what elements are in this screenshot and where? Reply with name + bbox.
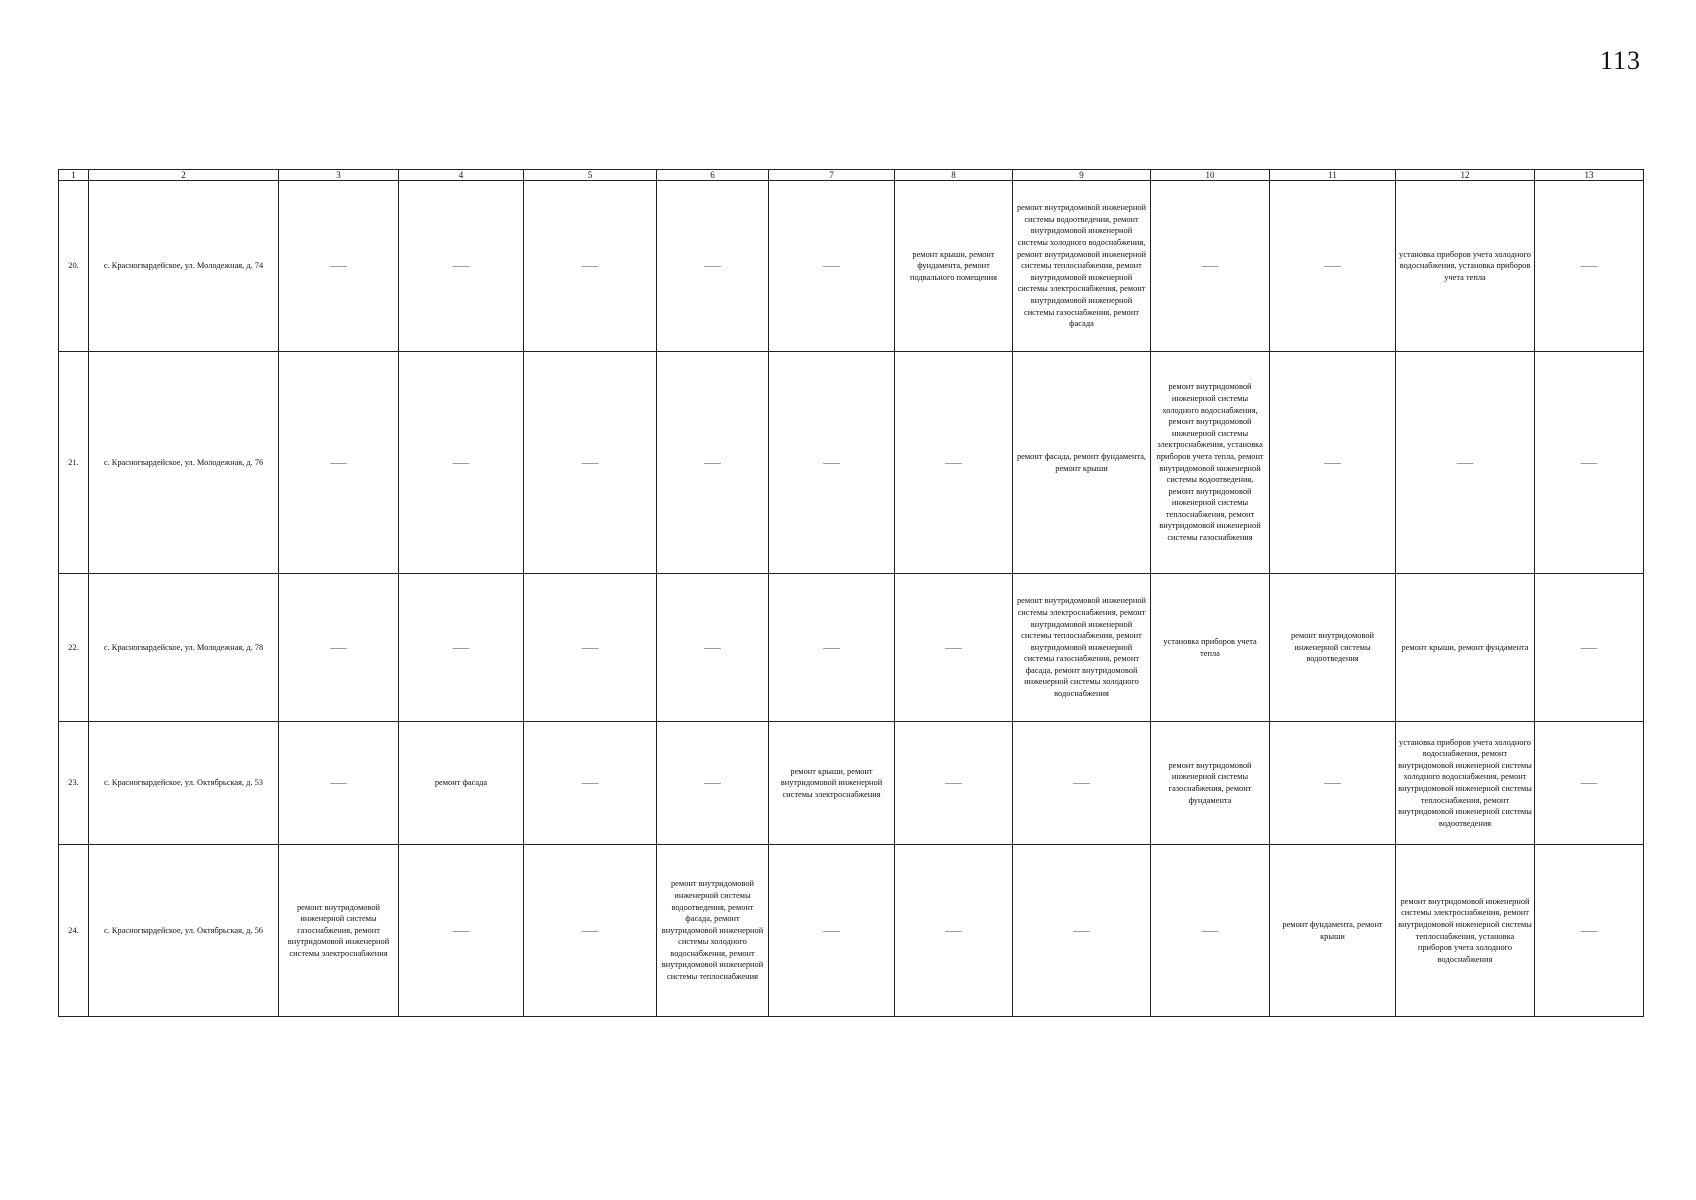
column-header: 13	[1535, 170, 1644, 181]
table-cell: ——	[399, 574, 524, 722]
address-cell: с. Красногвардейское, ул. Молодежная, д. 78	[89, 574, 279, 722]
column-header: 5	[524, 170, 657, 181]
table-cell: ——	[1535, 845, 1644, 1017]
table-cell: ——	[524, 181, 657, 352]
table-row	[59, 574, 1644, 722]
column-header: 12	[1396, 170, 1535, 181]
column-header: 4	[399, 170, 524, 181]
table-cell: ——	[524, 722, 657, 845]
table-cell: установка приборов учета холодного водоснабжения, установка приборов учета тепла	[1396, 181, 1535, 352]
table-cell: ——	[1535, 181, 1644, 352]
table-cell: ——	[279, 352, 399, 574]
column-header: 8	[895, 170, 1013, 181]
column-header: 9	[1013, 170, 1151, 181]
address-cell: с. Красногвардейское, ул. Молодежная, д. 76	[89, 352, 279, 574]
table-cell: ——	[895, 574, 1013, 722]
table-cell: ——	[279, 722, 399, 845]
table-cell: ремонт крыши, ремонт внутридомовой инженерной системы электроснабжения	[769, 722, 895, 845]
table-cell: ——	[524, 574, 657, 722]
table-cell: ——	[1151, 181, 1270, 352]
table-cell: ——	[1013, 722, 1151, 845]
column-header: 6	[657, 170, 769, 181]
column-number-row	[59, 170, 1644, 181]
table-cell: ——	[895, 722, 1013, 845]
table-cell: ремонт крыши, ремонт фундамента	[1396, 574, 1535, 722]
table-cell: ремонт внутридомовой инженерной системы водоотведения, ремонт внутридомовой инженерной системы холодного водоснабжения, ремонт внутридомовой инженерной системы теплоснабжения, ремонт внутридомовой инженерной системы электроснабжения, ремонт внутридомовой инженерной системы газоснабжения, ремонт фасада	[1013, 181, 1151, 352]
table-cell: ремонт внутридомовой инженерной системы холодного водоснабжения, ремонт внутридомовой инженерной системы электроснабжения, установка приборов учета тепла, ремонт внутридомовой инженерной системы водоотведения, ремонт внутридомовой инженерной системы теплоснабжения, ремонт внутридомовой инженерной системы газоснабжения	[1151, 352, 1270, 574]
address-cell: с. Красногвардейское, ул. Октябрьская, д. 56	[89, 845, 279, 1017]
column-header: 3	[279, 170, 399, 181]
table-cell: ——	[657, 352, 769, 574]
table-cell: ——	[1270, 352, 1396, 574]
table-cell: ——	[399, 845, 524, 1017]
table-cell: ——	[1396, 352, 1535, 574]
table-cell: ремонт крыши, ремонт фундамента, ремонт подвального помещения	[895, 181, 1013, 352]
table-cell: ——	[769, 574, 895, 722]
row-number: 24.	[59, 845, 89, 1017]
table-cell: установка приборов учета холодного водоснабжения, ремонт внутридомовой инженерной системы холодного водоснабжения, ремонт внутридомовой инженерной системы теплоснабжения, ремонт внутридомовой инженерной системы водоотведения	[1396, 722, 1535, 845]
table-cell: ——	[657, 722, 769, 845]
table-cell: ——	[1270, 181, 1396, 352]
table-cell: ——	[1270, 722, 1396, 845]
column-header: 7	[769, 170, 895, 181]
row-number: 21.	[59, 352, 89, 574]
table-cell: ——	[657, 574, 769, 722]
repair-schedule-table	[58, 169, 1644, 1017]
table-cell: ремонт фундамента, ремонт крыши	[1270, 845, 1396, 1017]
table-cell: ——	[895, 352, 1013, 574]
table-row	[59, 722, 1644, 845]
row-number: 20.	[59, 181, 89, 352]
address-cell: с. Красногвардейское, ул. Октябрьская, д. 53	[89, 722, 279, 845]
table-cell: ремонт фасада	[399, 722, 524, 845]
table-cell: ремонт фасада, ремонт фундамента, ремонт крыши	[1013, 352, 1151, 574]
table-cell: ——	[769, 181, 895, 352]
table-row	[59, 352, 1644, 574]
table-cell: ——	[279, 181, 399, 352]
table-cell: ——	[399, 352, 524, 574]
table-row	[59, 181, 1644, 352]
table-cell: ——	[399, 181, 524, 352]
table-cell: ремонт внутридомовой инженерной системы газоснабжения, ремонт внутридомовой инженерной системы электроснабжения	[279, 845, 399, 1017]
table-row	[59, 845, 1644, 1017]
row-number: 22.	[59, 574, 89, 722]
table-cell: ——	[524, 352, 657, 574]
column-header: 11	[1270, 170, 1396, 181]
table-cell: ремонт внутридомовой инженерной системы водоотведения, ремонт фасада, ремонт внутридомовой инженерной системы холодного водоснабжения, ремонт внутридомовой инженерной системы теплоснабжения	[657, 845, 769, 1017]
table-cell: ——	[1535, 352, 1644, 574]
table-cell: ——	[657, 181, 769, 352]
table-cell: ——	[524, 845, 657, 1017]
column-header: 10	[1151, 170, 1270, 181]
table-cell: ——	[895, 845, 1013, 1017]
table-cell: ——	[769, 845, 895, 1017]
page-number: 113	[1600, 46, 1642, 75]
table-cell: ——	[769, 352, 895, 574]
table-cell: ——	[1151, 845, 1270, 1017]
table-cell: ремонт внутридомовой инженерной системы электроснабжения, ремонт внутридомовой инженерной системы теплоснабжения, установка приборов учета холодного водоснабжения	[1396, 845, 1535, 1017]
table-cell: ремонт внутридомовой инженерной системы электроснабжения, ремонт внутридомовой инженерной системы теплоснабжения, ремонт внутридомовой инженерной системы газоснабжения, ремонт фасада, ремонт внутридомовой инженерной системы холодного водоснабжения	[1013, 574, 1151, 722]
table-cell: ——	[279, 574, 399, 722]
table-cell: ——	[1535, 722, 1644, 845]
row-number: 23.	[59, 722, 89, 845]
table-cell: ремонт внутридомовой инженерной системы газоснабжения, ремонт фундамента	[1151, 722, 1270, 845]
table-cell: ремонт внутридомовой инженерной системы водоотведения	[1270, 574, 1396, 722]
table-cell: ——	[1535, 574, 1644, 722]
table-cell: ——	[1013, 845, 1151, 1017]
table-cell: установка приборов учета тепла	[1151, 574, 1270, 722]
column-header: 2	[89, 170, 279, 181]
address-cell: с. Красногвардейское, ул. Молодежная, д. 74	[89, 181, 279, 352]
column-header: 1	[59, 170, 89, 181]
